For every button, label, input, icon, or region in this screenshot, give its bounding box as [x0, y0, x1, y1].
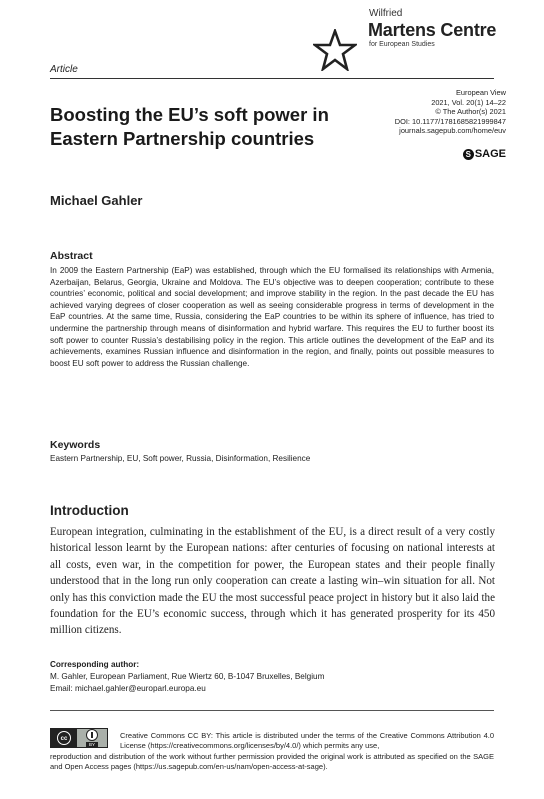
license-text-part1: Creative Commons CC BY: This article is distributed under the terms of the Creative Commons Attribution 4.0 License (https://creativecommons.org/licenses/by/4.0/) which permits any use, — [120, 731, 494, 751]
sage-s-icon: S — [463, 149, 474, 160]
license-divider — [50, 710, 494, 711]
cc-by-badge[interactable] — [50, 728, 108, 748]
corresponding-author-heading: Corresponding author: — [50, 660, 140, 669]
article-title-line2: Eastern Partnership countries — [50, 128, 315, 149]
header-divider — [50, 78, 494, 79]
logo-text-wilfried: Wilfried — [369, 8, 403, 19]
creative-commons-icon: cc — [57, 731, 71, 745]
author-name: Michael Gahler — [50, 193, 143, 208]
attribution-person-icon — [86, 729, 98, 741]
license-text-part2: reproduction and distribution of the work without further permission provided the original work is attributed as specified on the SAGE and Open Access pages (https://us.sagepub.com/en-us/nam/open-access-at-sage). — [50, 752, 494, 772]
article-title — [50, 103, 350, 151]
corresponding-author-email[interactable]: Email: michael.gahler@europarl.europa.eu — [50, 684, 206, 693]
keywords-heading: Keywords — [50, 439, 101, 451]
journal-copyright: © The Author(s) 2021 — [435, 107, 506, 117]
abstract-heading: Abstract — [50, 250, 93, 262]
journal-doi[interactable]: DOI: 10.1177/1781685821999847 — [394, 116, 506, 126]
abstract-text: In 2009 the Eastern Partnership (EaP) was established, through which the EU formalised its relationships with Armenia, Azerbaijan, Belarus, Georgia, Ukraine and Moldova. The EU’s objective was to deepen cooperation; contribute to these countries’ economic, political and social development; and improve stability in the region. In the past decade the EU has achieved varying degrees of closer cooperation as well as seeing considerable progress in terms of development in the EaP countries. At the same time, Russia, considering the EaP countries to be within its sphere of influence, has tried to undermine the partnership through means of disinformation and hybrid warfare. This requires the EU to further boost its soft power to counter Russia’s destabilising policy in the region. This article outlines the development of the EaP and its achievements, examines Russian influence and disinformation in the region, and finally, points out possible measures to boost EU soft power to address the Russian challenge. — [50, 266, 494, 368]
keywords-text: Eastern Partnership, EU, Soft power, Russia, Disinformation, Resilience — [50, 454, 311, 463]
article-type-label: Article — [50, 64, 78, 75]
journal-name: European View — [456, 88, 506, 97]
sage-logo-text: SAGE — [474, 148, 506, 160]
logo-text-martens-centre: Martens Centre — [368, 20, 497, 40]
by-section — [77, 729, 107, 747]
journal-volume: 2021, Vol. 20(1) 14–22 — [431, 97, 506, 107]
cc-section — [51, 729, 77, 747]
star-logo-icon — [313, 29, 357, 71]
article-title-line1: Boosting the EU’s soft power in — [50, 104, 329, 125]
by-label: BY — [86, 742, 98, 747]
journal-url[interactable]: journals.sagepub.com/home/euv — [399, 126, 506, 136]
corresponding-author-address: M. Gahler, European Parliament, Rue Wiertz 60, B-1047 Bruxelles, Belgium — [50, 672, 325, 681]
introduction-heading: Introduction — [50, 503, 129, 518]
introduction-text: European integration, culminating in the establishment of the EU, is a direct result of a very costly historical lesson learnt by the European nations: after centuries of focusing on national interests at all costs, even war, in the competition for power, the European states and their people finally understood that in the long run only cooperation can create a lasting win–win situation for all. Not only has this conviction made the EU the most successful peace project in history but it also laid the foundation for the EU’s economic success, through which it has generated prosperity for its 450 million citizens. — [50, 526, 495, 637]
logo-text-subtitle: for European Studies — [369, 41, 435, 48]
journal-meta — [336, 88, 506, 136]
sage-logo — [463, 148, 506, 160]
